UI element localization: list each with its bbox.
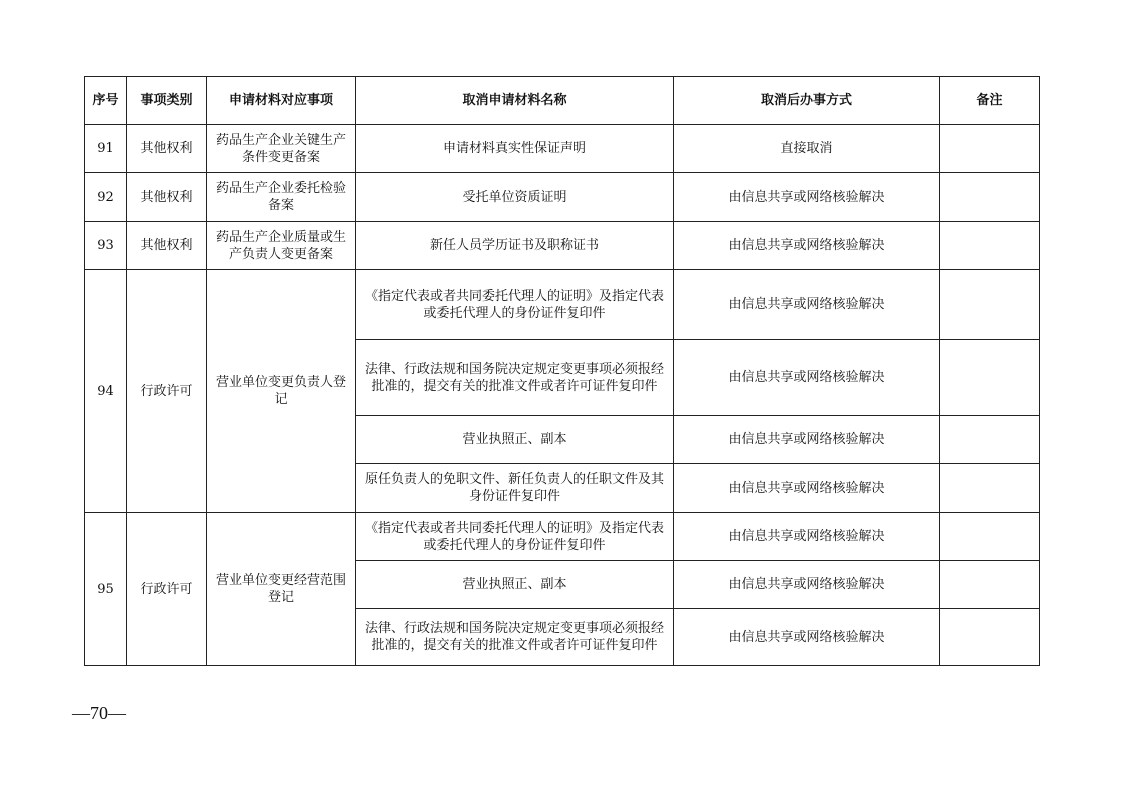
header-seq: 序号 bbox=[85, 77, 127, 125]
remark-cell bbox=[940, 125, 1040, 173]
material-cell: 《指定代表或者共同委托代理人的证明》及指定代表或委托代理人的身份证件复印件 bbox=[356, 270, 674, 340]
material-cell: 受托单位资质证明 bbox=[356, 173, 674, 222]
matter-cell: 药品生产企业质量或生产负责人变更备案 bbox=[207, 222, 356, 270]
method-cell: 由信息共享或网络核验解决 bbox=[674, 513, 940, 561]
matter-cell: 营业单位变更经营范围登记 bbox=[207, 513, 356, 666]
table-row bbox=[85, 125, 1040, 173]
method-cell: 由信息共享或网络核验解决 bbox=[674, 609, 940, 666]
category-cell: 其他权利 bbox=[127, 125, 207, 173]
header-row bbox=[85, 77, 1040, 125]
method-cell: 由信息共享或网络核验解决 bbox=[674, 173, 940, 222]
seq-cell: 91 bbox=[85, 125, 127, 173]
method-cell: 由信息共享或网络核验解决 bbox=[674, 464, 940, 513]
material-cell: 营业执照正、副本 bbox=[356, 561, 674, 609]
matter-cell: 药品生产企业委托检验备案 bbox=[207, 173, 356, 222]
cancellation-table bbox=[84, 76, 1040, 666]
header-remark: 备注 bbox=[940, 77, 1040, 125]
remark-cell bbox=[940, 609, 1040, 666]
method-cell: 由信息共享或网络核验解决 bbox=[674, 270, 940, 340]
matter-cell: 营业单位变更负责人登记 bbox=[207, 270, 356, 513]
category-cell: 其他权利 bbox=[127, 222, 207, 270]
category-cell: 其他权利 bbox=[127, 173, 207, 222]
header-material: 取消申请材料名称 bbox=[356, 77, 674, 125]
material-cell: 营业执照正、副本 bbox=[356, 416, 674, 464]
method-cell: 由信息共享或网络核验解决 bbox=[674, 222, 940, 270]
header-method: 取消后办事方式 bbox=[674, 77, 940, 125]
method-cell: 直接取消 bbox=[674, 125, 940, 173]
remark-cell bbox=[940, 222, 1040, 270]
table-row bbox=[85, 173, 1040, 222]
table-row bbox=[85, 513, 1040, 561]
seq-cell: 92 bbox=[85, 173, 127, 222]
remark-cell bbox=[940, 561, 1040, 609]
material-cell: 新任人员学历证书及职称证书 bbox=[356, 222, 674, 270]
material-cell: 法律、行政法规和国务院决定规定变更事项必须报经批准的，提交有关的批准文件或者许可证件复印件 bbox=[356, 340, 674, 416]
seq-cell: 94 bbox=[85, 270, 127, 513]
remark-cell bbox=[940, 464, 1040, 513]
seq-cell: 93 bbox=[85, 222, 127, 270]
category-cell: 行政许可 bbox=[127, 513, 207, 666]
remark-cell bbox=[940, 270, 1040, 340]
table-row bbox=[85, 222, 1040, 270]
remark-cell bbox=[940, 513, 1040, 561]
header-matter: 申请材料对应事项 bbox=[207, 77, 356, 125]
material-cell: 原任负责人的免职文件、新任负责人的任职文件及其身份证件复印件 bbox=[356, 464, 674, 513]
material-cell: 申请材料真实性保证声明 bbox=[356, 125, 674, 173]
method-cell: 由信息共享或网络核验解决 bbox=[674, 340, 940, 416]
table-row bbox=[85, 270, 1040, 340]
category-cell: 行政许可 bbox=[127, 270, 207, 513]
page-number: —70— bbox=[72, 703, 126, 723]
header-category: 事项类别 bbox=[127, 77, 207, 125]
material-cell: 法律、行政法规和国务院决定规定变更事项必须报经批准的，提交有关的批准文件或者许可证件复印件 bbox=[356, 609, 674, 666]
material-cell: 《指定代表或者共同委托代理人的证明》及指定代表或委托代理人的身份证件复印件 bbox=[356, 513, 674, 561]
seq-cell: 95 bbox=[85, 513, 127, 666]
method-cell: 由信息共享或网络核验解决 bbox=[674, 561, 940, 609]
matter-cell: 药品生产企业关键生产条件变更备案 bbox=[207, 125, 356, 173]
remark-cell bbox=[940, 173, 1040, 222]
method-cell: 由信息共享或网络核验解决 bbox=[674, 416, 940, 464]
remark-cell bbox=[940, 416, 1040, 464]
remark-cell bbox=[940, 340, 1040, 416]
